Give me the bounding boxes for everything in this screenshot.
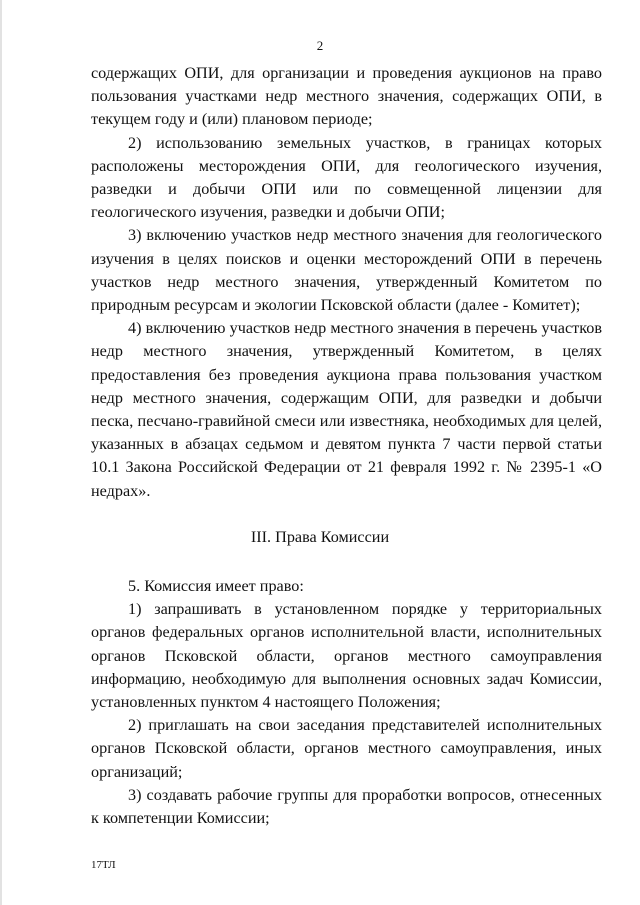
page-number: 2 [316, 38, 324, 53]
document-body-bottom [91, 575, 602, 830]
paragraph: 3) создавать рабочие группы для проработки вопросов, отнесенных к компетенции Комиссии; [91, 785, 602, 828]
document-body-top [91, 62, 602, 503]
footer-code: 17ТЛ [91, 859, 116, 871]
scan-edge [0, 0, 2, 905]
section-heading: III. Права Комиссии [250, 528, 390, 546]
paragraph: содержащих ОПИ, для организации и проведения аукционов на право пользования участками недр местного значения, содержащих ОПИ, в текущем году и (или) плановом периоде; [91, 64, 602, 129]
paragraph: 4) включению участков недр местного значения в перечень участков недр местного значения, утвержденный Комитетом, в целях предоставления без проведения аукциона права пользования участком недр местного значения, содержащим ОПИ, для разведки и добычи песка, песчано-гравийной смеси или известняка, необходимых для целей, указанных в абзацах седьмом и девятом пункта 7 части первой статьи 10.1 Закона Российской Федерации от 21 февраля 1992 г. № 2395-1 «О недрах». [91, 319, 602, 500]
paragraph: 1) запрашивать в установленном порядке у территориальных органов федеральных органов исполнительной власти, исполнительных органов Псковской области, органов местного самоуправления информацию, необходимую для выполнения основных задач Комиссии, установленных пунктом 4 настоящего Положения; [91, 600, 602, 712]
paragraph: 5. Комиссия имеет право: [128, 577, 304, 595]
paragraph: 2) приглашать на свои заседания представителей исполнительных органов Псковской области, органов местного самоуправления, иных организаций; [91, 716, 602, 781]
paragraph: 2) использованию земельных участков, в границах которых расположены месторождения ОПИ, для геологического изучения, разведки и добычи ОПИ или по совмещенной лицензии для геологического изучения, разведки и добычи ОПИ; [91, 133, 602, 222]
paragraph: 3) включению участков недр местного значения для геологического изучения в целях поисков и оценки месторождений ОПИ в перечень участков недр местного значения, утвержденный Комитетом по природным ресурсам и экологии Псковской области (далее - Комитет); [91, 226, 602, 315]
